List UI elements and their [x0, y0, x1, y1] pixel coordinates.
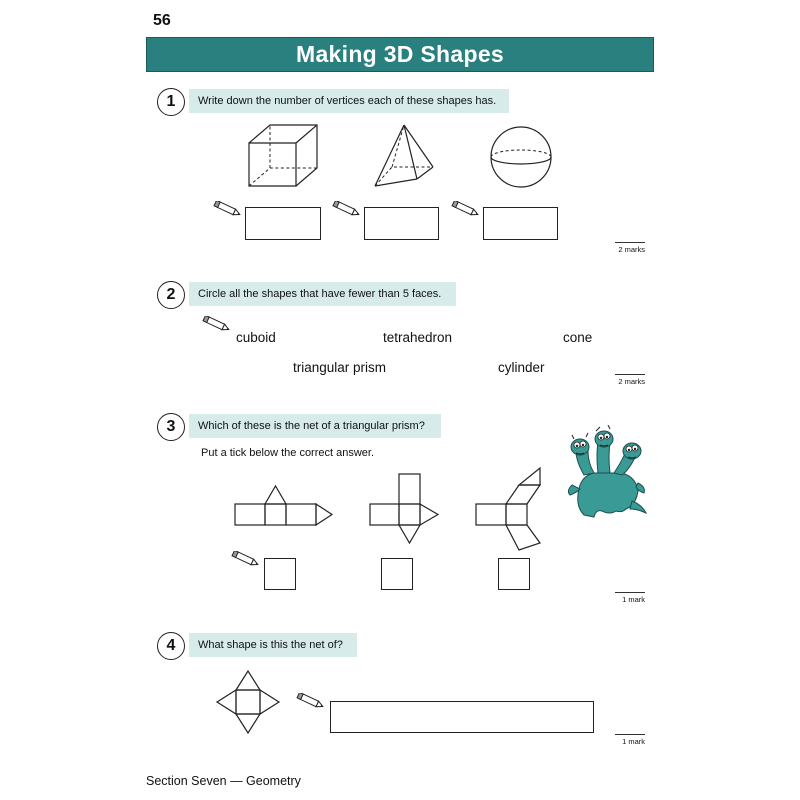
pencil-icon — [213, 201, 243, 218]
pencil-icon — [296, 693, 326, 710]
question-4-number: 4 — [157, 632, 185, 660]
sphere-vertices-answer-box[interactable] — [483, 207, 558, 240]
marks-line — [615, 734, 645, 735]
marks-line — [615, 592, 645, 593]
question-3-instruction: Put a tick below the correct answer. — [201, 447, 375, 459]
pencil-icon — [231, 551, 261, 568]
question-4-prompt: What shape is this the net of? — [189, 633, 357, 657]
question-3-marks: 1 mark — [622, 595, 645, 604]
pyramid-figure — [371, 122, 437, 190]
title-bar — [146, 37, 654, 72]
question-1-marks: 2 marks — [618, 245, 645, 254]
net-option-a — [233, 484, 335, 528]
question-2-number: 2 — [157, 281, 185, 309]
question-2-prompt: Circle all the shapes that have fewer than 5 faces. — [189, 282, 456, 306]
question-1-number: 1 — [157, 88, 185, 116]
question-3-prompt: Which of these is the net of a triangular prism? — [189, 414, 441, 438]
page-number: 56 — [153, 12, 171, 29]
option-cylinder[interactable]: cylinder — [498, 360, 545, 375]
net-option-b — [368, 472, 442, 546]
net-b-tick-box[interactable] — [381, 558, 413, 590]
option-cuboid[interactable]: cuboid — [236, 330, 276, 345]
question-2-marks: 2 marks — [618, 377, 645, 386]
option-triangular-prism[interactable]: triangular prism — [293, 360, 387, 375]
net-square-pyramid — [214, 668, 282, 736]
section-footer: Section Seven — Geometry — [146, 774, 301, 788]
pencil-icon — [332, 201, 362, 218]
net-c-tick-box[interactable] — [498, 558, 530, 590]
pencil-icon — [451, 201, 481, 218]
option-cone[interactable]: cone — [563, 330, 593, 345]
cube-figure — [245, 123, 321, 189]
pencil-icon — [202, 316, 232, 333]
marks-line — [615, 242, 645, 243]
sphere-figure — [488, 124, 554, 190]
question-3-number: 3 — [157, 413, 185, 441]
cube-vertices-answer-box[interactable] — [245, 207, 321, 240]
page-title: Making 3D Shapes — [295, 41, 505, 67]
question-1-prompt: Write down the number of vertices each of these shapes has. — [189, 89, 509, 113]
pyramid-vertices-answer-box[interactable] — [364, 207, 439, 240]
net-a-tick-box[interactable] — [264, 558, 296, 590]
monster-illustration — [566, 425, 648, 521]
net-option-c — [474, 466, 546, 554]
option-tetrahedron[interactable]: tetrahedron — [383, 330, 453, 345]
marks-line — [615, 374, 645, 375]
question-4-marks: 1 mark — [622, 737, 645, 746]
question-4-answer-box[interactable] — [330, 701, 594, 733]
